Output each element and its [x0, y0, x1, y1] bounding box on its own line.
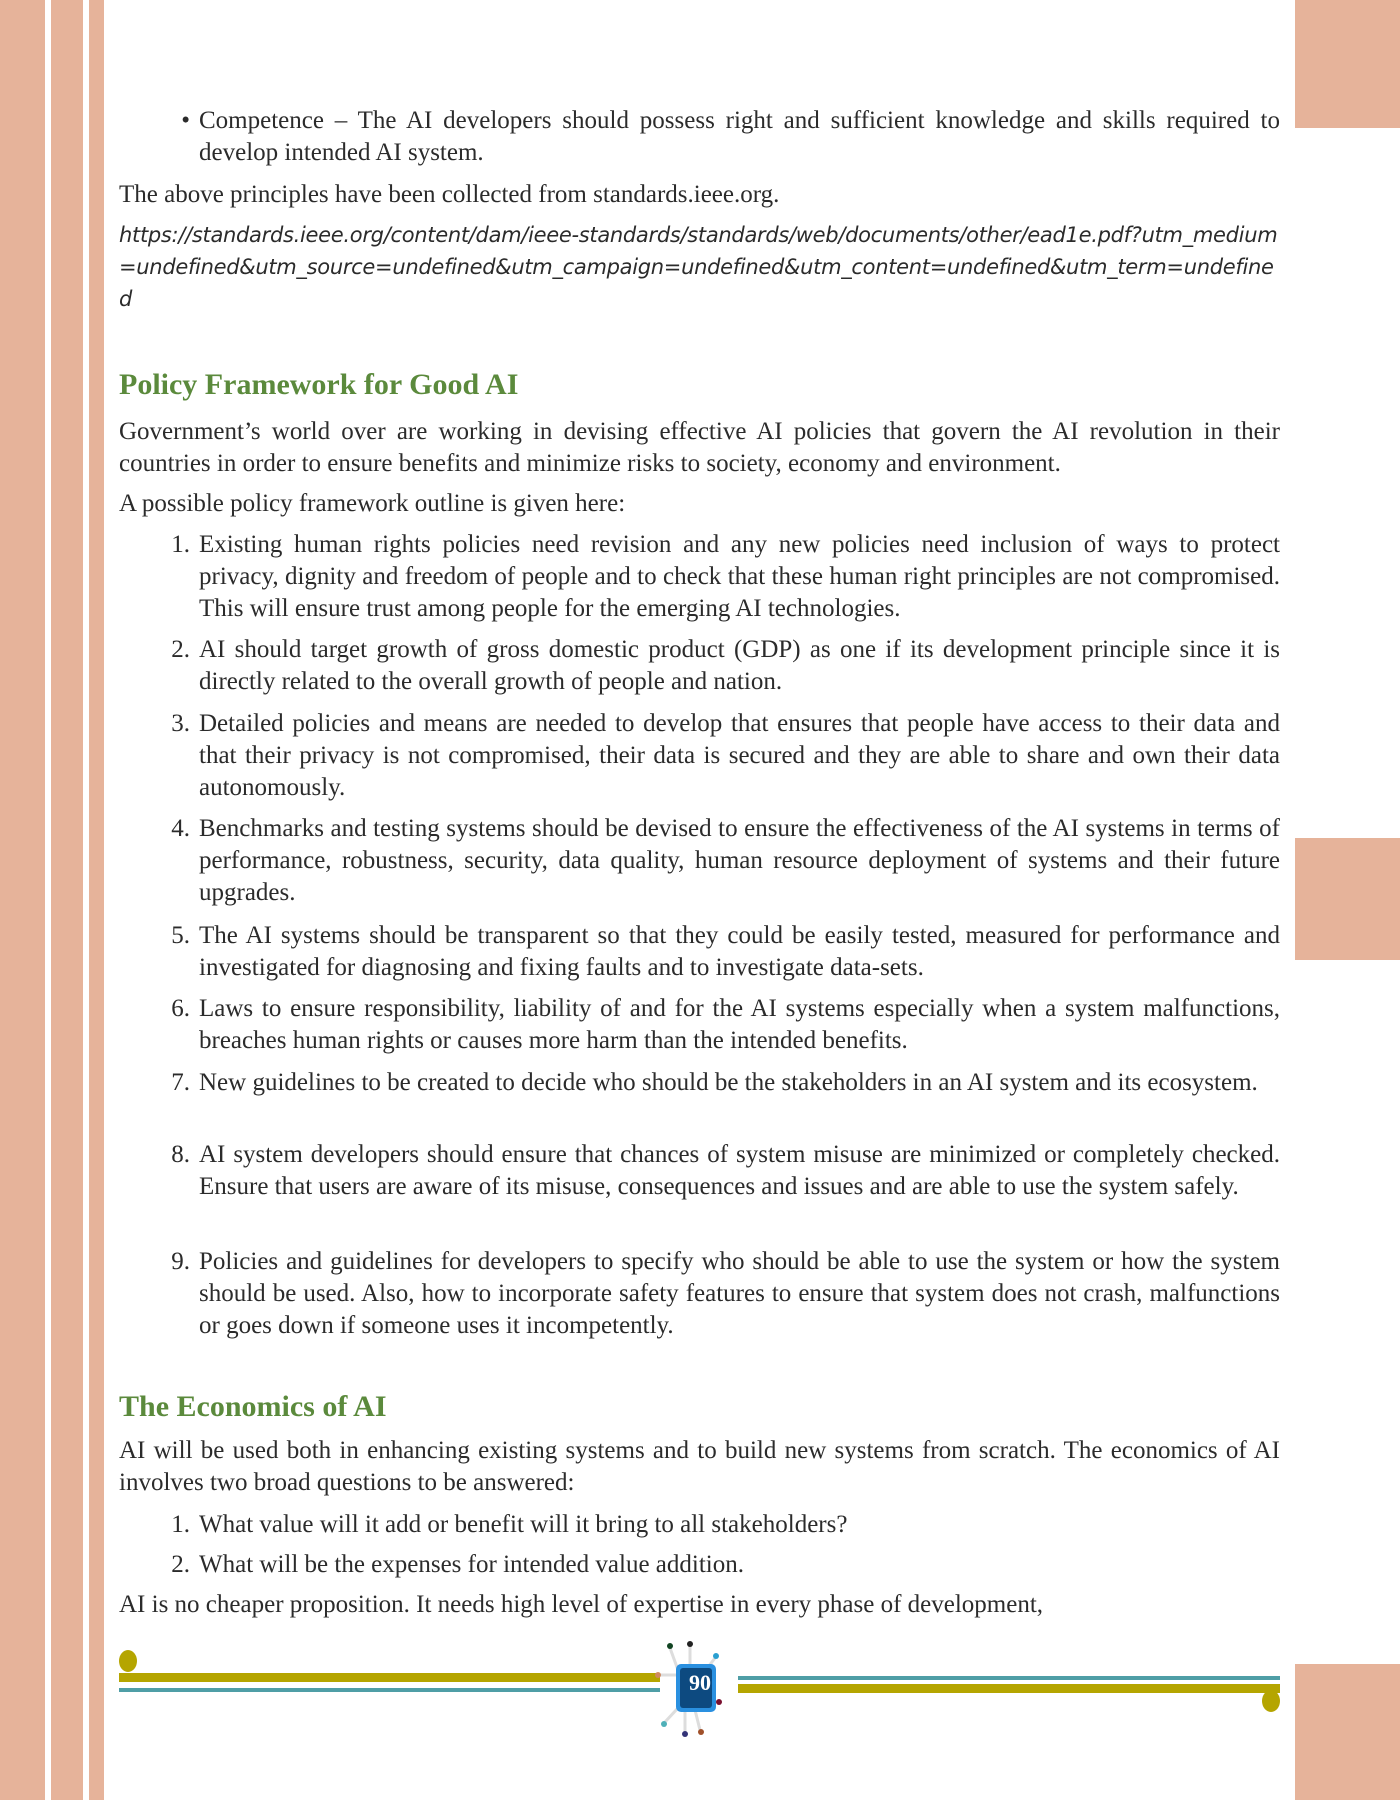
list-item: The AI systems should be transparent so that they could be easily tested, measured for performance and investigated for diagnosing and fixing faults and to investigate data-sets. — [199, 922, 1280, 981]
page-number: 90 — [689, 1670, 711, 1695]
bullet-item: Competence – The AI developers should possess right and sufficient knowledge and skills required to develop intended AI system. — [199, 107, 1280, 166]
footer-bar-olive — [119, 1673, 660, 1682]
paragraph: AI is no cheaper proposition. It needs high level of expertise in every phase of development, — [119, 1591, 1044, 1618]
list-item: Existing human rights policies need revision and any new policies need inclusion of ways to protect privacy, dignity and freedom of people and to check that these human right principles are not compromised. This will ensure trust among people for the emerging AI technologies. — [199, 531, 1280, 622]
list-number: 8. — [171, 1141, 190, 1168]
list-item: Policies and guidelines for developers to specify who should be able to use the system or how the system should be used. Also, how to incorporate safety features to ensure that system does not crash, malfunctions or goes down if someone uses it incompetently. — [199, 1248, 1280, 1339]
right-edge-tab-robot — [1295, 838, 1400, 960]
source-url[interactable]: https://standards.ieee.org/content/dam/ieee-standards/standards/web/documents/other/ead1e.pdf?utm_medium=undefined&utm_source=undefined&utm_campaign=undefined&utm_content=undefined&utm_term=undefined — [119, 223, 1278, 311]
footer-bar-olive — [738, 1684, 1280, 1693]
section-heading: Policy Framework for Good AI — [119, 368, 519, 401]
list-item: New guidelines to be created to decide who should be the stakeholders in an AI system and its ecosystem. — [199, 1069, 1258, 1096]
footer-dot-left — [119, 1650, 137, 1672]
list-item: What value will it add or benefit will it bring to all stakeholders? — [199, 1511, 848, 1538]
footer-dot-right — [1262, 1690, 1280, 1712]
list-item: Detailed policies and means are needed to develop that ensures that people have access to their data and that their privacy is not compromised, their data is secured and they are able to share and own their data autonomously. — [199, 710, 1280, 801]
list-number: 1. — [171, 1511, 190, 1538]
list-number: 2. — [171, 1551, 190, 1578]
source-note: The above principles have been collected from standards.ieee.org. — [119, 181, 780, 208]
list-item: AI should target growth of gross domestic product (GDP) as one if its development principle since it is directly related to the overall growth of people and nation. — [199, 636, 1280, 695]
paragraph: Government’s world over are working in devising effective AI policies that govern the AI revolution in their countries in order to ensure benefits and minimize risks to society, economy and environment. — [119, 418, 1280, 477]
list-item: Laws to ensure responsibility, liability of and for the AI systems especially when a system malfunctions, breaches human rights or causes more harm than the intended benefits. — [199, 995, 1280, 1054]
left-margin-stripe — [89, 0, 104, 1800]
paragraph: AI will be used both in enhancing existing systems and to build new systems from scratch. The economics of AI involves two broad questions to be answered: — [119, 1437, 1280, 1496]
list-number: 4. — [171, 815, 190, 842]
right-edge-tab — [1295, 0, 1400, 128]
paragraph: A possible policy framework outline is given here: — [119, 490, 626, 517]
list-number: 7. — [171, 1069, 190, 1096]
list-number: 6. — [171, 995, 190, 1022]
list-number: 2. — [171, 636, 190, 663]
bullet-marker: • — [181, 107, 190, 134]
right-edge-tab — [1295, 1664, 1400, 1800]
section-heading: The Economics of AI — [119, 1390, 387, 1423]
list-number: 9. — [171, 1248, 190, 1275]
list-item: AI system developers should ensure that chances of system misuse are minimized or completely checked. Ensure that users are aware of its misuse, consequences and issues and are able to use the system safely. — [199, 1141, 1280, 1200]
list-number: 3. — [171, 710, 190, 737]
list-item: Benchmarks and testing systems should be devised to ensure the effectiveness of the AI systems in terms of performance, robustness, security, data quality, human resource deployment of systems and their future upgrades. — [199, 815, 1280, 906]
left-margin-decoration — [0, 0, 45, 1800]
list-item: What will be the expenses for intended value addition. — [199, 1551, 744, 1578]
list-number: 5. — [171, 922, 190, 949]
list-number: 1. — [171, 531, 190, 558]
footer-bar-teal — [119, 1688, 660, 1692]
footer-bar-teal — [738, 1676, 1280, 1680]
left-margin-stripe — [51, 0, 83, 1800]
